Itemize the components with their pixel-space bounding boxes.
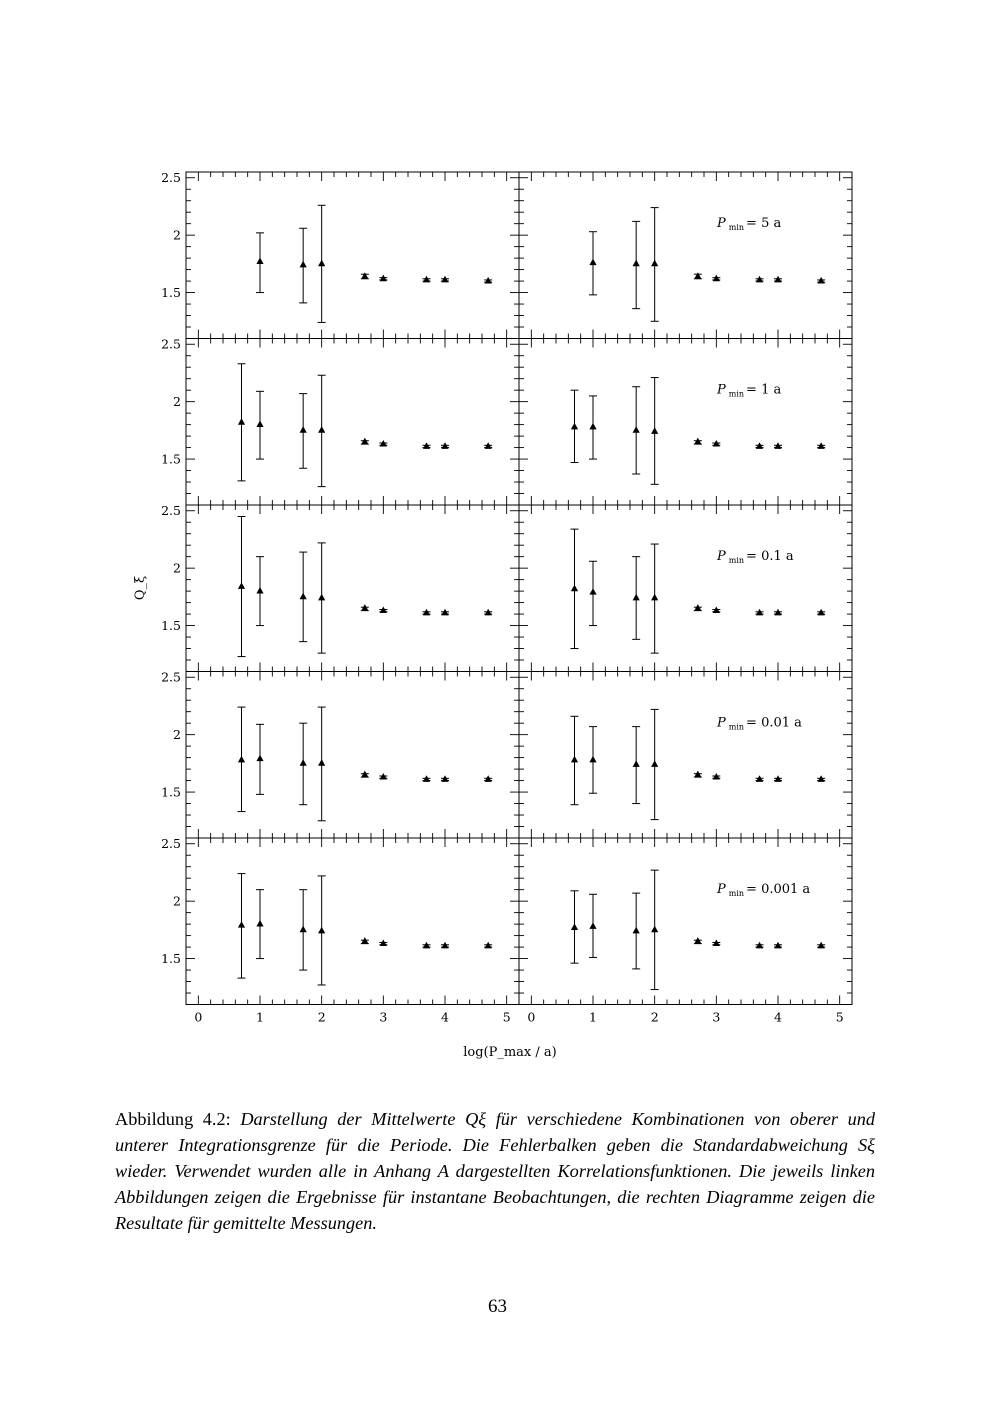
data-point-triangle	[651, 260, 658, 267]
data-point-triangle	[318, 594, 325, 601]
y-tick-label: 1.5	[161, 951, 181, 967]
data-point-triangle	[300, 426, 307, 433]
data-point-triangle	[318, 426, 325, 433]
x-tick-label: 5	[502, 1009, 511, 1025]
data-point-triangle	[633, 426, 640, 433]
data-point-triangle	[589, 922, 596, 929]
data-point-triangle	[300, 759, 307, 766]
x-tick-label: 1	[589, 1009, 597, 1025]
panel-frame	[519, 172, 852, 339]
x-axis-label: log(P_max / a)	[463, 1045, 557, 1060]
data-point-triangle	[256, 420, 263, 427]
panel-frame	[186, 505, 519, 672]
panel-frame	[519, 505, 852, 672]
caption-text: Darstellung der Mittelwerte Qξ für verschiedene Kombinationen von oberer und unterer Integrationsgrenze für die Periode. Die Fehlerbalken geben die Standardabweichung Sξ wieder. Verwendet wurden alle in Anhang A dargestellten Korrelationsfunktionen. Die jeweils linken Abbildungen zeigen die Ergebnisse für instantane Beobachtungen, die rechten Diagramme zeigen die Resultate für gemittelte Messungen.	[115, 1109, 875, 1233]
y-tick-label: 2	[173, 560, 181, 576]
y-tick-label: 1.5	[161, 618, 181, 634]
x-tick-label: 0	[194, 1009, 203, 1025]
panel-frame	[186, 172, 519, 339]
panel-right-row-4	[519, 672, 852, 839]
data-point-triangle	[256, 920, 263, 927]
data-point-triangle	[651, 427, 658, 434]
panel-left-row-1	[161, 170, 519, 338]
data-point-triangle	[571, 756, 578, 763]
data-point-triangle	[300, 926, 307, 933]
x-tick-label: 3	[712, 1009, 721, 1025]
y-tick-label: 2.5	[161, 170, 181, 186]
data-point-triangle	[318, 260, 325, 267]
y-tick-label: 2	[173, 727, 181, 743]
data-point-triangle	[589, 259, 596, 266]
panel-frame	[519, 339, 852, 506]
y-tick-label: 2	[173, 893, 181, 909]
data-point-triangle	[256, 587, 263, 594]
y-tick-label: 2	[173, 227, 181, 243]
panel-annotation: P $_{min}$ = 0.001 a	[717, 882, 811, 898]
panel-annotation: P $_{min}$ = 5 a	[717, 216, 782, 232]
y-axis-label: Q_ξ	[133, 575, 148, 601]
panel-frame	[519, 672, 852, 839]
data-point-triangle	[361, 272, 368, 279]
panel-left-row-2	[161, 337, 519, 505]
panel-annotation: P $_{min}$ = 1 a	[717, 382, 782, 399]
data-point-triangle	[256, 257, 263, 264]
panel-grid	[161, 170, 852, 1024]
data-point-triangle	[318, 759, 325, 766]
data-point-triangle	[651, 926, 658, 933]
data-point-triangle	[633, 260, 640, 267]
x-tick-label: 3	[379, 1009, 388, 1025]
x-tick-label: 4	[774, 1009, 782, 1025]
data-point-triangle	[633, 760, 640, 767]
panel-frame	[519, 838, 852, 1005]
data-point-triangle	[571, 585, 578, 592]
data-point-triangle	[571, 923, 578, 930]
panel-right-row-1	[519, 172, 852, 339]
y-tick-label: 1.5	[161, 784, 181, 800]
data-point-triangle	[589, 756, 596, 763]
panel-annotation: P $_{min}$ = 0.01 a	[717, 715, 802, 732]
panel-frame	[186, 672, 519, 839]
y-tick-label: 2.5	[161, 503, 181, 519]
data-point-triangle	[651, 760, 658, 767]
data-point-triangle	[589, 588, 596, 595]
data-point-triangle	[589, 423, 596, 430]
data-point-triangle	[300, 593, 307, 600]
y-tick-label: 2.5	[161, 836, 181, 852]
figure-caption	[115, 1106, 875, 1236]
x-tick-label: 2	[650, 1009, 659, 1025]
data-point-triangle	[256, 755, 263, 762]
x-tick-label: 5	[835, 1009, 844, 1025]
panel-frame	[186, 339, 519, 506]
data-point-triangle	[238, 582, 245, 589]
x-tick-label: 1	[256, 1009, 264, 1025]
data-point-triangle	[651, 594, 658, 601]
data-point-triangle	[633, 927, 640, 934]
panel-left-row-4	[161, 670, 519, 838]
y-tick-label: 2.5	[161, 669, 181, 685]
data-point-triangle	[694, 272, 701, 279]
data-point-triangle	[571, 423, 578, 430]
caption-label: Abbildung 4.2:	[115, 1109, 231, 1129]
data-point-triangle	[318, 927, 325, 934]
panel-frame	[186, 838, 519, 1005]
x-tick-label: 0	[527, 1009, 536, 1025]
panel-left-row-3	[161, 503, 519, 671]
x-tick-label: 2	[317, 1009, 326, 1025]
data-point-triangle	[300, 261, 307, 268]
y-tick-label: 2	[173, 394, 181, 410]
page-number: 63	[488, 1296, 507, 1317]
y-tick-label: 2.5	[161, 336, 181, 352]
panel-right-row-3	[519, 505, 852, 672]
panel-annotation: P $_{min}$ = 0.1 a	[717, 549, 794, 565]
panel-right-row-2	[519, 339, 852, 506]
data-point-triangle	[238, 756, 245, 763]
x-tick-label: 4	[441, 1009, 449, 1025]
data-point-triangle	[633, 594, 640, 601]
data-point-triangle	[238, 418, 245, 425]
data-point-triangle	[238, 921, 245, 928]
y-tick-label: 1.5	[161, 451, 181, 467]
y-tick-label: 1.5	[161, 285, 181, 301]
panel-left-row-5	[161, 836, 519, 1024]
panel-right-row-5	[519, 838, 852, 1025]
